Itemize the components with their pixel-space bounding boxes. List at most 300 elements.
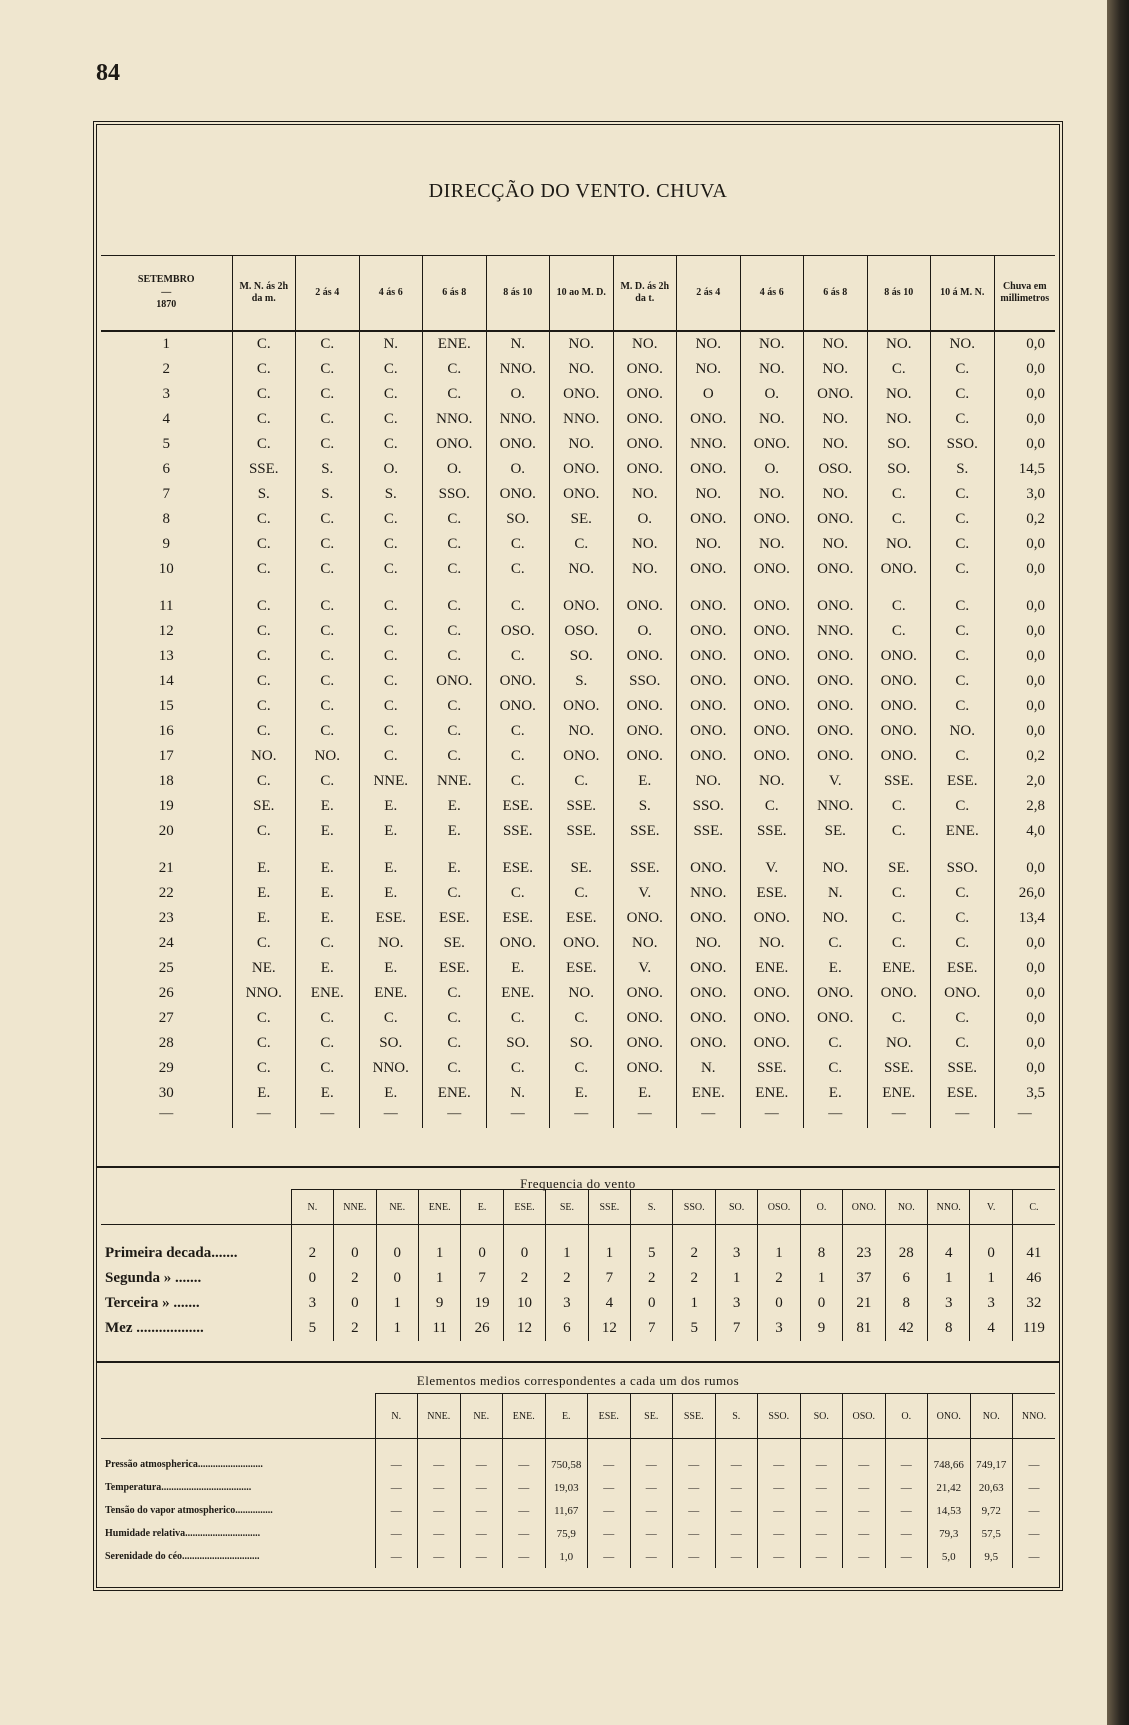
wind-cell: ONO.	[740, 644, 804, 669]
wind-cell: NO.	[867, 407, 931, 432]
elements-cell: —	[1013, 1476, 1056, 1499]
elements-cell: —	[800, 1439, 843, 1477]
wind-cell: C.	[740, 794, 804, 819]
wind-cell: ENE.	[677, 1081, 741, 1106]
day-cell: 14	[158, 673, 174, 689]
wind-cell: C.	[867, 357, 931, 382]
wind-cell: C.	[296, 669, 360, 694]
wind-cell: ONO.	[804, 744, 868, 769]
column-header: 2 ás 4	[677, 256, 741, 332]
frequency-cell: 8	[885, 1291, 927, 1316]
elements-cell: —	[1013, 1545, 1056, 1568]
wind-cell: S.	[613, 794, 677, 819]
elements-cell: —	[758, 1499, 801, 1522]
elements-cell: —	[460, 1522, 503, 1545]
rain-cell: 0,0	[994, 1031, 1055, 1056]
rain-cell: 26,0	[994, 881, 1055, 906]
direction-header: NNO.	[928, 1190, 970, 1225]
wind-cell: C.	[867, 1006, 931, 1031]
day-cell: 19	[158, 798, 174, 814]
wind-cell: E.	[486, 956, 550, 981]
elements-cell: —	[418, 1499, 461, 1522]
wind-cell: S.	[931, 457, 995, 482]
direction-header: C.	[1012, 1190, 1055, 1225]
page-title: DIRECÇÃO DO VENTO. CHUVA	[428, 180, 728, 202]
wind-cell: NNE.	[359, 769, 423, 794]
wind-cell: ONO.	[867, 719, 931, 744]
frequency-cell: 42	[885, 1316, 927, 1341]
wind-cell: ONO.	[677, 1006, 741, 1031]
direction-header: NNE.	[334, 1190, 376, 1225]
day-cell: 20	[158, 823, 174, 839]
column-header: 6 ás 8	[423, 256, 487, 332]
frequency-cell: 28	[885, 1225, 927, 1267]
wind-cell: C.	[232, 532, 296, 557]
wind-cell: NNO.	[550, 407, 614, 432]
frequency-cell: 37	[843, 1266, 885, 1291]
elements-cell: 750,58	[545, 1439, 588, 1477]
rain-cell: 0,0	[994, 694, 1055, 719]
wind-cell: C.	[867, 507, 931, 532]
wind-cell: E.	[296, 1081, 360, 1106]
wind-cell: ONO.	[613, 719, 677, 744]
frequency-cell: 21	[843, 1291, 885, 1316]
wind-cell: E.	[232, 856, 296, 881]
wind-cell: NO.	[804, 432, 868, 457]
wind-cell: ONO.	[550, 931, 614, 956]
wind-cell: NO.	[677, 532, 741, 557]
dash-cell: —	[359, 1106, 423, 1128]
wind-cell: SO.	[550, 1031, 614, 1056]
wind-cell: C.	[232, 669, 296, 694]
gap-cell	[931, 582, 995, 594]
wind-cell: SSE.	[740, 1056, 804, 1081]
wind-cell: C.	[296, 432, 360, 457]
wind-cell: SSE.	[613, 819, 677, 844]
table-row	[101, 1006, 1055, 1031]
frequency-cell: 12	[503, 1316, 545, 1341]
rain-cell: 0,0	[994, 856, 1055, 881]
wind-cell: ONO.	[613, 906, 677, 931]
wind-cell: C.	[931, 881, 995, 906]
wind-cell: NNO.	[486, 407, 550, 432]
wind-cell: OSO.	[486, 619, 550, 644]
wind-cell: NO.	[613, 532, 677, 557]
dash-cell: —	[931, 1106, 995, 1128]
wind-cell: S.	[550, 669, 614, 694]
wind-cell: C.	[423, 1031, 487, 1056]
day-cell: 23	[158, 910, 174, 926]
gap-cell	[486, 582, 550, 594]
wind-cell: C.	[867, 482, 931, 507]
direction-header: SSE.	[673, 1394, 716, 1439]
elements-cell: 11,67	[545, 1499, 588, 1522]
wind-cell: C.	[486, 744, 550, 769]
frequency-cell: 119	[1012, 1316, 1055, 1341]
page-number: 84	[96, 60, 120, 86]
column-header: 6 ás 8	[804, 256, 868, 332]
direction-header: ESE.	[503, 1190, 545, 1225]
elements-cell: —	[1013, 1439, 1056, 1477]
frequency-cell: 3	[546, 1291, 588, 1316]
elements-cell: —	[375, 1545, 418, 1568]
wind-cell: C.	[931, 382, 995, 407]
wind-cell: SSO.	[931, 856, 995, 881]
dash-cell: —	[804, 1106, 868, 1128]
frequency-cell: 81	[843, 1316, 885, 1341]
gap-cell	[232, 582, 296, 594]
elements-row	[101, 1522, 1055, 1545]
direction-header: SSO.	[673, 1190, 715, 1225]
wind-cell: C.	[359, 619, 423, 644]
wind-cell: N.	[677, 1056, 741, 1081]
wind-cell: S.	[359, 482, 423, 507]
gap-cell	[423, 582, 487, 594]
wind-cell: NO.	[740, 532, 804, 557]
wind-cell: SSE.	[486, 819, 550, 844]
elements-row-label: Pressão atmospherica..........................	[105, 1459, 263, 1470]
frequency-cell: 41	[1012, 1225, 1055, 1267]
elements-cell: 1,0	[545, 1545, 588, 1568]
month-label: SETEMBRO	[137, 274, 195, 286]
wind-cell: NO.	[550, 331, 614, 357]
table-row	[101, 931, 1055, 956]
wind-cell: S.	[296, 482, 360, 507]
wind-cell: ONO.	[613, 1031, 677, 1056]
day-cell: 30	[158, 1085, 174, 1101]
gap-cell	[994, 582, 1055, 594]
wind-cell: NO.	[677, 931, 741, 956]
frequency-cell: 0	[334, 1225, 376, 1267]
elements-cell: —	[418, 1476, 461, 1499]
elements-cell: —	[375, 1499, 418, 1522]
wind-cell: C.	[804, 1031, 868, 1056]
wind-cell: S.	[232, 482, 296, 507]
wind-cell: C.	[296, 331, 360, 357]
wind-cell: ENE.	[867, 1081, 931, 1106]
wind-cell: NO.	[550, 981, 614, 1006]
wind-cell: NO.	[867, 1031, 931, 1056]
wind-cell: ENE.	[486, 981, 550, 1006]
table-row	[101, 744, 1055, 769]
wind-cell: ENE.	[740, 956, 804, 981]
gap-cell	[486, 844, 550, 856]
wind-cell: NO.	[740, 931, 804, 956]
wind-cell: ENE.	[296, 981, 360, 1006]
wind-cell: ESE.	[931, 956, 995, 981]
wind-cell: ONO.	[677, 507, 741, 532]
wind-cell: ONO.	[677, 719, 741, 744]
table-row	[101, 694, 1055, 719]
wind-cell: NO.	[740, 357, 804, 382]
frequency-cell: 10	[503, 1291, 545, 1316]
day-cell: 7	[162, 486, 170, 502]
wind-cell: NNE.	[423, 769, 487, 794]
wind-cell: ENE.	[931, 819, 995, 844]
wind-cell: C.	[550, 532, 614, 557]
elements-corner	[101, 1394, 375, 1439]
wind-cell: C.	[550, 1056, 614, 1081]
wind-cell: C.	[296, 382, 360, 407]
wind-cell: C.	[232, 619, 296, 644]
elements-cell: 20,63	[970, 1476, 1013, 1499]
table-row	[101, 594, 1055, 619]
wind-cell: SO.	[867, 457, 931, 482]
rain-cell: 0,0	[994, 931, 1055, 956]
gap-cell	[550, 844, 614, 856]
wind-cell: ESE.	[550, 956, 614, 981]
wind-cell: ONO.	[804, 594, 868, 619]
wind-cell: C.	[296, 594, 360, 619]
wind-cell: C.	[423, 881, 487, 906]
frequency-cell: 2	[291, 1225, 333, 1267]
wind-cell: C.	[423, 594, 487, 619]
wind-cell: E.	[232, 906, 296, 931]
elements-cell: 19,03	[545, 1476, 588, 1499]
direction-header: E.	[461, 1190, 503, 1225]
frequency-cell: 1	[758, 1225, 800, 1267]
elements-cell: —	[673, 1545, 716, 1568]
wind-cell: C.	[423, 719, 487, 744]
table-row	[101, 1031, 1055, 1056]
direction-header: NO.	[970, 1394, 1013, 1439]
wind-cell: C.	[423, 694, 487, 719]
gap-cell	[550, 582, 614, 594]
frequency-cell: 1	[588, 1225, 630, 1267]
wind-cell: C.	[232, 819, 296, 844]
wind-cell: ONO.	[677, 557, 741, 582]
gap-cell	[931, 844, 995, 856]
wind-cell: ONO.	[867, 669, 931, 694]
table-row	[101, 906, 1055, 931]
elements-caption: Elementos medios correspondentes a cada um dos rumos	[97, 1361, 1059, 1389]
wind-cell: ESE.	[423, 906, 487, 931]
wind-cell: C.	[423, 1056, 487, 1081]
wind-cell: C.	[232, 694, 296, 719]
wind-cell: SE.	[550, 856, 614, 881]
wind-cell: C.	[867, 819, 931, 844]
elements-table	[101, 1393, 1055, 1568]
wind-cell: ONO.	[867, 694, 931, 719]
elements-cell: —	[630, 1545, 673, 1568]
elements-cell: —	[460, 1499, 503, 1522]
wind-cell: C.	[423, 1006, 487, 1031]
frequency-cell: 3	[715, 1291, 757, 1316]
rain-cell: 0,0	[994, 981, 1055, 1006]
wind-cell: E.	[613, 1081, 677, 1106]
dash-row	[101, 1106, 1055, 1128]
gap-cell	[804, 844, 868, 856]
wind-cell: ENE.	[423, 331, 487, 357]
wind-cell: C.	[931, 619, 995, 644]
wind-cell: E.	[296, 819, 360, 844]
wind-cell: ENE.	[423, 1081, 487, 1106]
month-header	[101, 256, 232, 332]
wind-cell: ONO.	[740, 557, 804, 582]
elements-row	[101, 1499, 1055, 1522]
wind-cell: NNO.	[232, 981, 296, 1006]
direction-header: NNO.	[1013, 1394, 1056, 1439]
wind-cell: SE.	[804, 819, 868, 844]
elements-cell: 749,17	[970, 1439, 1013, 1477]
direction-header: SO.	[800, 1394, 843, 1439]
day-cell: 18	[158, 773, 174, 789]
elements-cell: —	[460, 1476, 503, 1499]
wind-cell: SSE.	[677, 819, 741, 844]
elements-cell: —	[375, 1522, 418, 1545]
wind-cell: SO.	[359, 1031, 423, 1056]
elements-cell: —	[673, 1522, 716, 1545]
rain-cell: 3,5	[994, 1081, 1055, 1106]
wind-cell: O.	[613, 507, 677, 532]
dash-cell: —	[423, 1106, 487, 1128]
elements-cell: —	[588, 1522, 631, 1545]
wind-cell: ONO.	[486, 931, 550, 956]
frequency-row	[101, 1266, 1055, 1291]
wind-cell: SE.	[867, 856, 931, 881]
direction-header: ENE.	[503, 1394, 546, 1439]
elements-cell: —	[1013, 1522, 1056, 1545]
table-row	[101, 507, 1055, 532]
rain-cell: 0,0	[994, 1056, 1055, 1081]
wind-cell: ENE.	[359, 981, 423, 1006]
wind-cell: C.	[232, 382, 296, 407]
frequency-cell: 7	[461, 1266, 503, 1291]
wind-cell: NO.	[677, 482, 741, 507]
frequency-row-label: Terceira » .......	[105, 1295, 200, 1311]
column-header: 10 á M. N.	[931, 256, 995, 332]
dash-cell: —	[159, 1106, 174, 1121]
wind-cell: NO.	[804, 482, 868, 507]
wind-cell: NO.	[867, 382, 931, 407]
frequency-cell: 0	[334, 1291, 376, 1316]
wind-cell: NNO.	[423, 407, 487, 432]
column-header: M. N. ás 2h da m.	[232, 256, 296, 332]
table-row	[101, 881, 1055, 906]
frequency-cell: 3	[715, 1225, 757, 1267]
wind-cell: ONO.	[740, 619, 804, 644]
wind-cell: ONO.	[550, 482, 614, 507]
wind-cell: E.	[296, 881, 360, 906]
wind-cell: V.	[613, 956, 677, 981]
elements-cell: —	[800, 1476, 843, 1499]
wind-cell: C.	[296, 557, 360, 582]
direction-header: N.	[375, 1394, 418, 1439]
frequency-cell: 3	[928, 1291, 970, 1316]
wind-cell: SSO.	[677, 794, 741, 819]
gap-cell	[740, 582, 804, 594]
wind-direction-table	[101, 255, 1055, 1128]
wind-cell: C.	[232, 557, 296, 582]
elements-row	[101, 1476, 1055, 1499]
direction-header: NE.	[376, 1190, 418, 1225]
wind-cell: C.	[359, 532, 423, 557]
wind-cell: C.	[359, 594, 423, 619]
frequency-cell: 2	[673, 1225, 715, 1267]
elements-cell: —	[843, 1499, 886, 1522]
frequency-cell: 1	[970, 1266, 1012, 1291]
column-header: Chuva em millimetros	[994, 256, 1055, 332]
wind-cell: ONO.	[804, 669, 868, 694]
wind-cell: SE.	[550, 507, 614, 532]
frequency-cell: 19	[461, 1291, 503, 1316]
table-row	[101, 357, 1055, 382]
wind-cell: SE.	[423, 931, 487, 956]
elements-cell: 748,66	[928, 1439, 971, 1477]
wind-cell: SSO.	[423, 482, 487, 507]
gap-cell	[101, 582, 232, 594]
wind-cell: NNO.	[677, 432, 741, 457]
elements-cell: —	[503, 1439, 546, 1477]
wind-cell: ONO.	[931, 981, 995, 1006]
day-cell: 13	[158, 648, 174, 664]
wind-cell: C.	[359, 507, 423, 532]
wind-cell: C.	[931, 669, 995, 694]
rain-cell: 0,0	[994, 594, 1055, 619]
wind-cell: E.	[296, 956, 360, 981]
wind-cell: C.	[486, 719, 550, 744]
wind-cell: C.	[931, 744, 995, 769]
rain-cell: 0,2	[994, 507, 1055, 532]
wind-cell: NNO.	[486, 357, 550, 382]
wind-cell: ONO.	[613, 407, 677, 432]
rain-cell: 0,0	[994, 1006, 1055, 1031]
rain-cell: 0,0	[994, 956, 1055, 981]
wind-cell: ONO.	[740, 1031, 804, 1056]
wind-cell: ONO.	[550, 594, 614, 619]
wind-cell: OSO.	[804, 457, 868, 482]
direction-header: OSO.	[843, 1394, 886, 1439]
direction-header: SE.	[630, 1394, 673, 1439]
frequency-row	[101, 1291, 1055, 1316]
wind-cell: O.	[486, 382, 550, 407]
day-cell: 27	[158, 1010, 174, 1026]
frequency-cell: 32	[1012, 1291, 1055, 1316]
wind-cell: SO.	[486, 507, 550, 532]
wind-cell: C.	[931, 507, 995, 532]
frequency-cell: 8	[928, 1316, 970, 1341]
elements-cell: 57,5	[970, 1522, 1013, 1545]
frequency-cell: 1	[376, 1291, 418, 1316]
frequency-cell: 0	[291, 1266, 333, 1291]
table-row	[101, 856, 1055, 881]
wind-cell: C.	[931, 482, 995, 507]
wind-cell: C.	[931, 532, 995, 557]
day-cell: 29	[158, 1060, 174, 1076]
wind-cell: C.	[232, 594, 296, 619]
gap-cell	[867, 582, 931, 594]
wind-cell: ENE.	[867, 956, 931, 981]
wind-cell: NO.	[550, 557, 614, 582]
direction-header: E.	[545, 1394, 588, 1439]
elements-cell: —	[843, 1545, 886, 1568]
direction-header: SO.	[715, 1190, 757, 1225]
elements-cell: —	[588, 1476, 631, 1499]
wind-cell: ONO.	[677, 619, 741, 644]
frequency-cell: 4	[588, 1291, 630, 1316]
direction-header: N.	[291, 1190, 333, 1225]
wind-cell: C.	[931, 906, 995, 931]
wind-cell: OSO.	[550, 619, 614, 644]
elements-row-label: Humidade relativa..............................	[105, 1528, 261, 1539]
wind-cell: C.	[232, 407, 296, 432]
frequency-cell: 0	[800, 1291, 842, 1316]
frequency-cell: 5	[631, 1225, 673, 1267]
wind-cell: O.	[423, 457, 487, 482]
wind-cell: NO.	[740, 407, 804, 432]
wind-cell: ESE.	[931, 1081, 995, 1106]
wind-cell: V.	[804, 769, 868, 794]
